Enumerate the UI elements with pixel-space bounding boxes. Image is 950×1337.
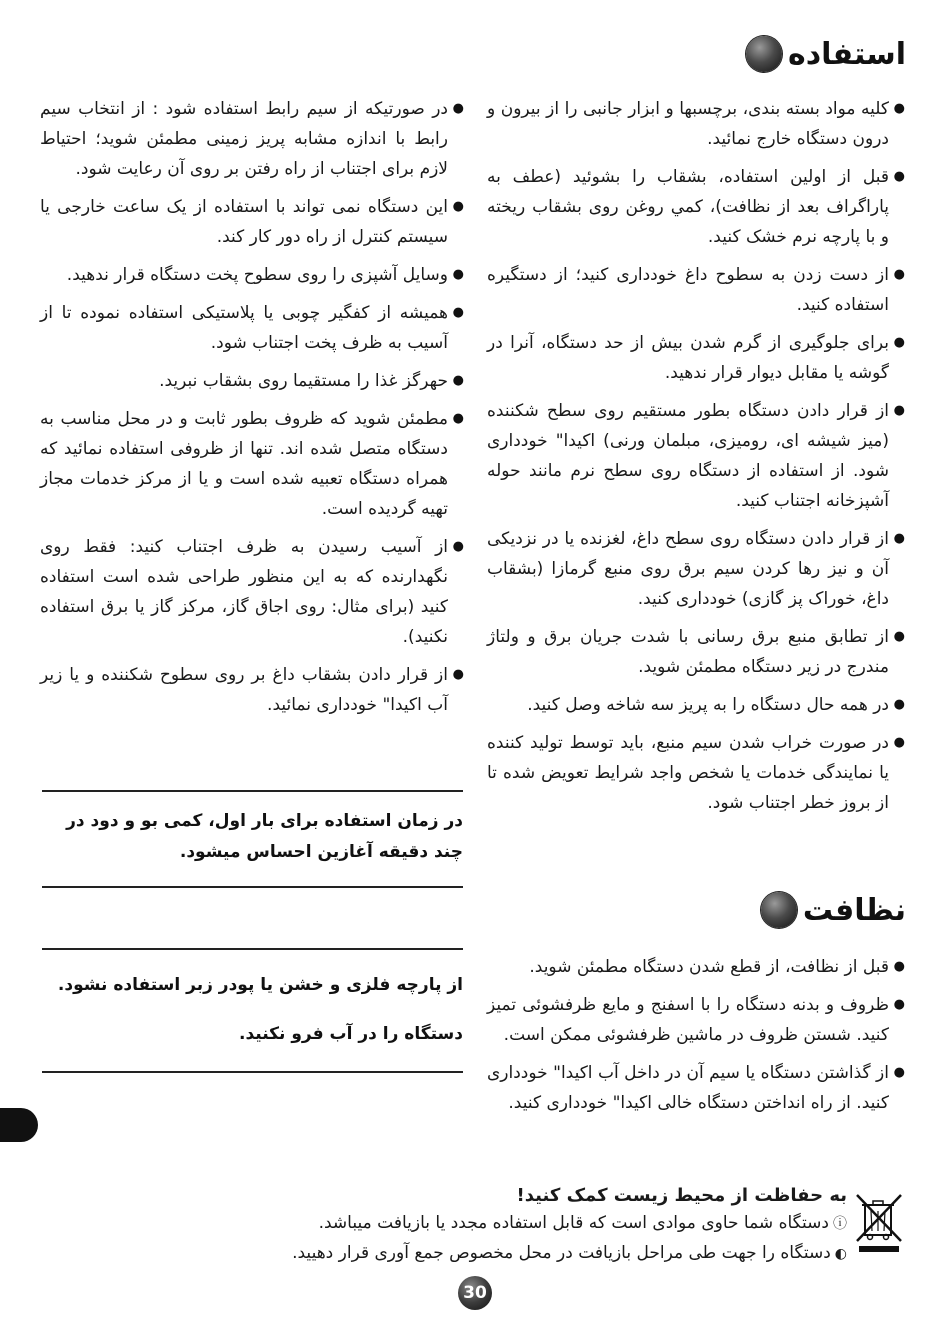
bullet-ball-icon — [761, 892, 797, 928]
list-item: ● در همه حال دستگاه را به پریز سه شاخه وصل کنید. — [487, 690, 905, 720]
no-immerse-note: دستگاه را در آب فرو نکنید. — [238, 1024, 463, 1044]
first-use-note: در زمان استفاده برای بار اول، کمی بو و دود در چند دقیقه آغازین احساس میشود. — [66, 811, 463, 862]
list-item: ● از دست زدن به سطوح داغ خودداری کنید؛ از دستگیره استفاده کنید. — [487, 260, 905, 320]
list-item: ● از گذاشتن دستگاه یا سیم آن در داخل آب اکیدا" خودداری کنید. از راه انداختن دستگاه خالی اکیدا" خودداری کنید. — [487, 1058, 905, 1118]
bullet-ball-icon — [746, 36, 782, 72]
environment-line-2: ◐دستگاه را جهت طی مراحل بازیافت در محل مخصوص جمع آوری قرار دهیید. — [292, 1243, 847, 1263]
usage-heading — [746, 36, 906, 72]
list-item: ● از آسیب رسیدن به ظرف اجتناب کنید: فقط روی نگهدارنده که به این منظور طراحی شده است استفاده کنید (برای مثال: روی اجاق گاز، مرکز گاز یا برق استفاده نکنید). — [40, 532, 464, 652]
list-item: ● در صورت خراب شدن سیم منبع، باید توسط تولید کننده یا نمایندگی خدمات یا شخص واجد شرایط تعویض شده تا از بروز خطر اجتناب شود. — [487, 728, 905, 818]
half-circle-icon: ◐ — [834, 1246, 847, 1262]
list-item: ● حهرگز غذا را مستقیما روی بشقاب نبرید. — [40, 366, 464, 396]
usage-title: استفاده — [788, 36, 906, 72]
divider — [42, 886, 463, 888]
environment-title: به حفاظت از محیط زیست کمک کنید! — [516, 1185, 847, 1206]
list-item: ● مطمئن شوید که ظروف بطور ثابت و در محل مناسب به دستگاه متصل شده اند. تنها از ظروفی استفاده نمائید که همراه دستگاه تعبیه شده است و یا از مرکز خدمات مجاز تهیه گردیده است. — [40, 404, 464, 524]
cleaning-title: نظافت — [802, 892, 906, 928]
list-item: ● از قرار دادن دستگاه بطور مستقیم روی سطح شکننده (میز شیشه ای، رومیزی، مبلمان ورنی) اکیدا" خودداری شود. از استفاده از دستگاه روی سطح نرم مانند حوله آشپزخانه اجتناب کنید. — [487, 396, 905, 516]
list-item: ● در صورتیکه از سیم رابط استفاده شود : از انتخاب سیم رابط با اندازه مشابه پریز زمینی مطمئن شوید؛ احتیاط لازم برای اجتناب از راه رفتن بر روی آن رعایت شود. — [40, 94, 464, 184]
cleaning-column — [487, 952, 905, 1126]
usage-list-right — [487, 94, 905, 818]
list-item: ● همیشه از کفگیر چوبی یا پلاستیکی استفاده نموده تا از آسیب به ظرف پخت اجتناب شود. — [40, 298, 464, 358]
cleaning-heading — [761, 892, 906, 928]
list-item: ● از قرار دادن بشقاب داغ بر روی سطوح شکننده و یا زیر آب اکیدا" خودداری نمائید. — [40, 660, 464, 720]
left-column — [40, 94, 464, 728]
list-item: ● از تطابق منبع برق رسانی با شدت جریان برق و ولتاژ مندرج در زیر دستگاه مطمئن شوید. — [487, 622, 905, 682]
no-abrasive-note: از پارچه فلزی و خشن یا پودر زبر استفاده نشود. — [57, 975, 463, 995]
info-icon: ⓘ — [833, 1216, 847, 1232]
list-item: ● وسایل آشپزی را روی سطوح پخت دستگاه قرار ندهید. — [40, 260, 464, 290]
list-item: ● ظروف و بدنه دستگاه را با اسفنج و مایع ظرفشوئی تمیز کنید. شستن ظروف در ماشین ظرفشوئی ممکن است. — [487, 990, 905, 1050]
right-column — [487, 94, 905, 826]
list-item: ● قبل از نظافت، از قطع شدن دستگاه مطمئن شوید. — [487, 952, 905, 982]
divider — [42, 790, 463, 792]
cleaning-list — [487, 952, 905, 1118]
divider — [42, 1071, 463, 1073]
list-item: ● قبل از اولین استفاده، بشقاب را بشوئید (عطف به پاراگراف بعد از نظافت)، کمي روغن روی بشقاب ریخته و با پارچه نرم خشک کنید. — [487, 162, 905, 252]
recycle-bin-icon — [853, 1191, 905, 1253]
page-number: 30 — [458, 1276, 492, 1310]
page-edge-tab — [0, 1108, 38, 1142]
list-item: ● از قرار دادن دستگاه روی سطح داغ، لغزنده یا در نزدیکی آن و نیز رها کردن سیم برق روی منبع گرمازا (بشقاب داغ، خوراک پز گازی) خودداری کنید. — [487, 524, 905, 614]
environment-line-1: ⓘدستگاه شما حاوی موادی است که قابل استفاده مجدد یا بازیافت میباشد. — [318, 1213, 847, 1233]
list-item: ● کلیه مواد بسته بندی، برچسبها و ابزار جانبی را از بیرون و درون دستگاه خارج نمائید. — [487, 94, 905, 154]
list-item: ● این دستگاه نمی تواند با استفاده از یک ساعت خارجی یا سیستم کنترل از راه دور کار کند. — [40, 192, 464, 252]
list-item: ● برای جلوگیری از گرم شدن بیش از حد دستگاه، آنرا در گوشه یا مقابل دیوار قرار ندهید. — [487, 328, 905, 388]
divider — [42, 948, 463, 950]
usage-list-left — [40, 94, 464, 720]
environment-block — [205, 1183, 905, 1269]
